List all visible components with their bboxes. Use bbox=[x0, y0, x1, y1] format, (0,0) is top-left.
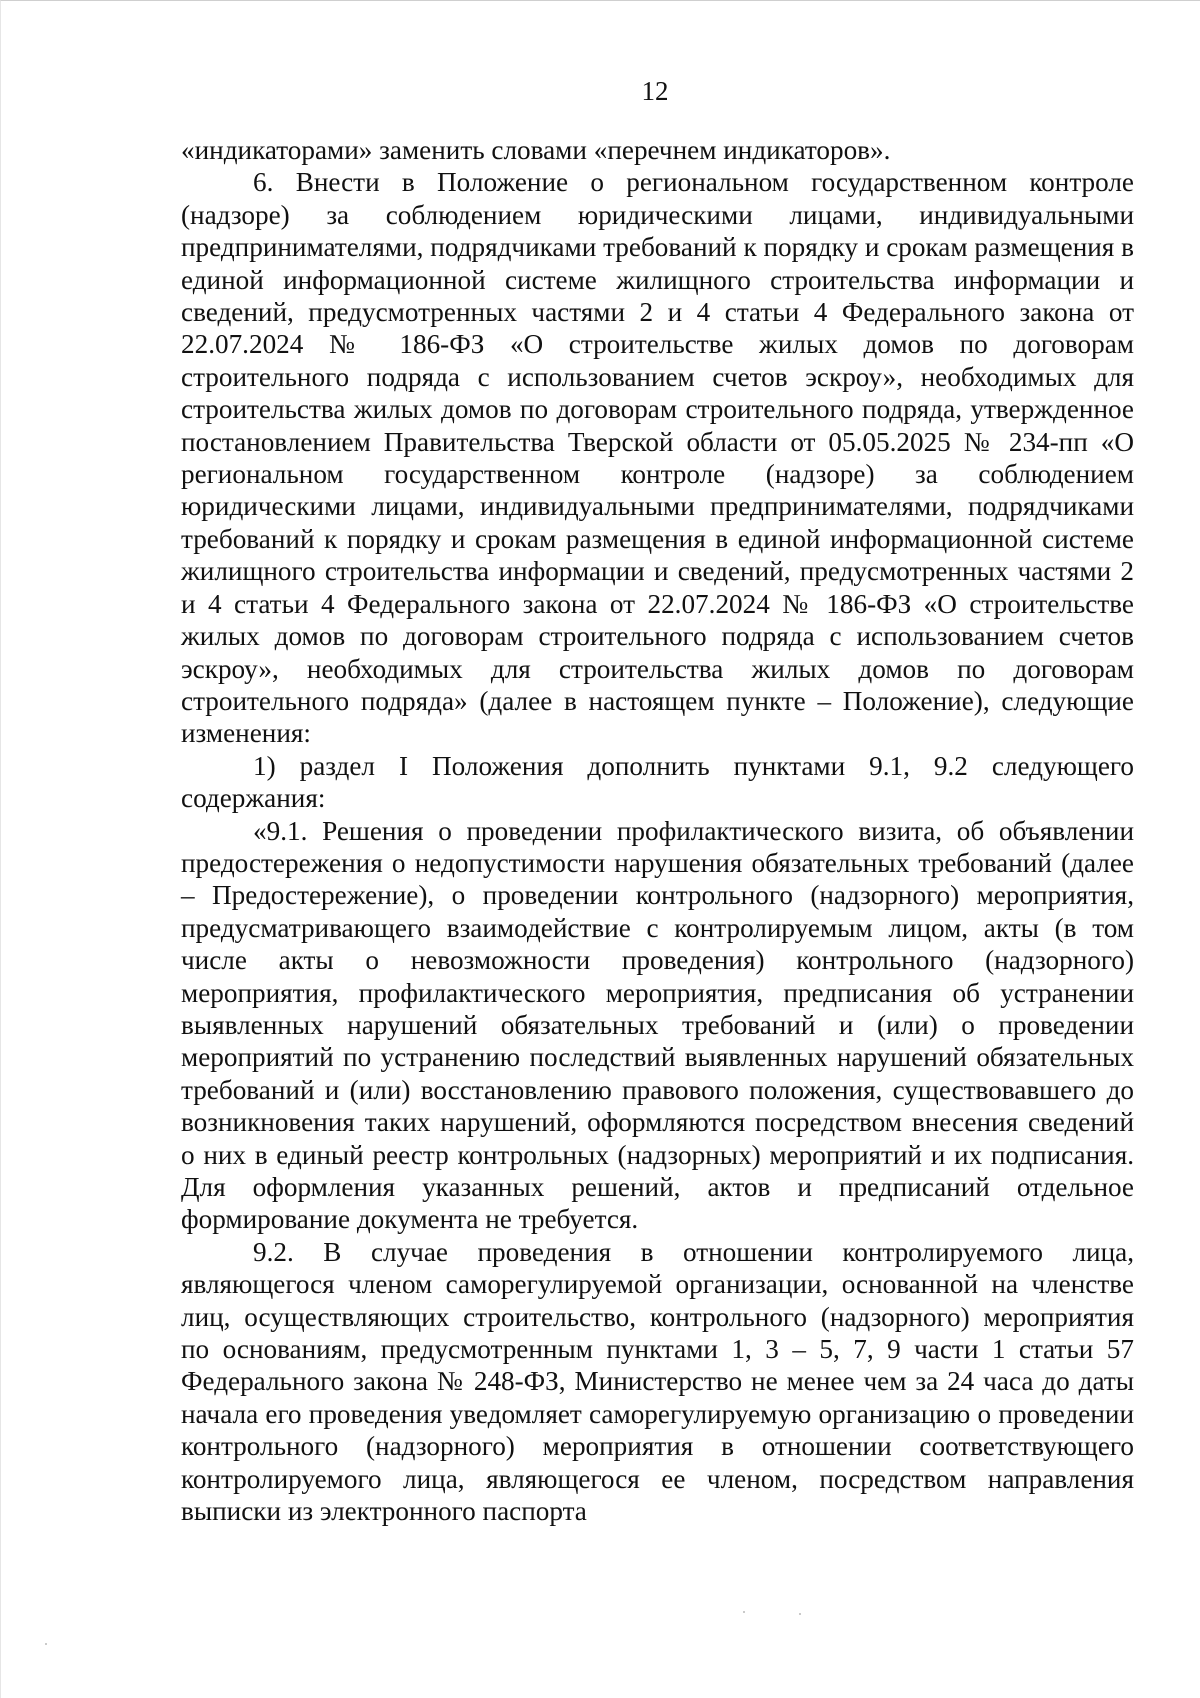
document-body bbox=[181, 134, 1134, 1527]
paragraph-clause-9-2: 9.2. В случае проведения в отношении контролируемого лица, являющегося членом саморегулируемой организации, основанной на членстве лиц, осуществляющих строительство, контрольного (надзорного) мероприятия по основаниям, предусмотренным пунктами 1, 3 – 5, 7, 9 части 1 статьи 57 Федерального закона № 248-ФЗ, Министерство не менее чем за 24 часа до даты начала его проведения уведомляет саморегулируемую организацию о проведении контрольного (надзорного) мероприятия в отношении соответствующего контролируемого лица, являющегося ее членом, посредством направления выписки из электронного паспорта bbox=[181, 1236, 1134, 1527]
paragraph-subitem-1: 1) раздел I Положения дополнить пунктами 9.1, 9.2 следующего содержания: bbox=[181, 750, 1134, 814]
scan-speck bbox=[45, 1643, 47, 1645]
page-number: 12 bbox=[641, 76, 669, 106]
paragraph-continuation: «индикаторами» заменить словами «перечнем индикаторов». bbox=[181, 135, 891, 165]
paragraph-clause-9-1: «9.1. Решения о проведении профилактического визита, об объявлении предостережения о недопустимости нарушения обязательных требований (далее – Предостережение), о проведении контрольного (надзорного) мероприятия, предусматривающего взаимодействие с контролируемым лицом, акты (в том числе акты о невозможности проведения) контрольного (надзорного) мероприятия, профилактического мероприятия, предписания об устранении выявленных нарушений обязательных требований и (или) о проведении мероприятий по устранению последствий выявленных нарушений обязательных требований и (или) восстановлению правового положения, существовавшего до возникновения таких нарушений, оформляются посредством внесения сведений о них в единый реестр контрольных (надзорных) мероприятий и их подписания. Для оформления указанных решений, актов и предписаний отдельное формирование документа не требуется. bbox=[181, 815, 1134, 1235]
paragraph-item-6: 6. Внести в Положение о региональном государственном контроле (надзоре) за соблюдением юридическими лицами, индивидуальными предпринимателями, подрядчиками требований к порядку и срокам размещения в единой информационной системе жилищного строительства информации и сведений, предусмотренных частями 2 и 4 статьи 4 Федерального закона от 22.07.2024 № 186-ФЗ «О строительстве жилых домов по договорам строительного подряда с использованием счетов эскроу», необходимых для строительства жилых домов по договорам строительного подряда, утвержденное постановлением Правительства Тверской области от 05.05.2025 № 234-пп «О региональном государственном контроле (надзоре) за соблюдением юридическими лицами, индивидуальными предпринимателями, подрядчиками требований к порядку и срокам размещения в единой информационной системе жилищного строительства информации и сведений, предусмотренных частями 2 и 4 статьи 4 Федерального закона от 22.07.2024 № 186-ФЗ «О строительстве жилых домов по договорам строительного подряда с использованием счетов эскроу», необходимых для строительства жилых домов по договорам строительного подряда» (далее в настоящем пункте – Положение), следующие изменения: bbox=[181, 167, 1134, 749]
scan-speck bbox=[743, 1611, 745, 1613]
scan-speck bbox=[799, 1613, 801, 1615]
